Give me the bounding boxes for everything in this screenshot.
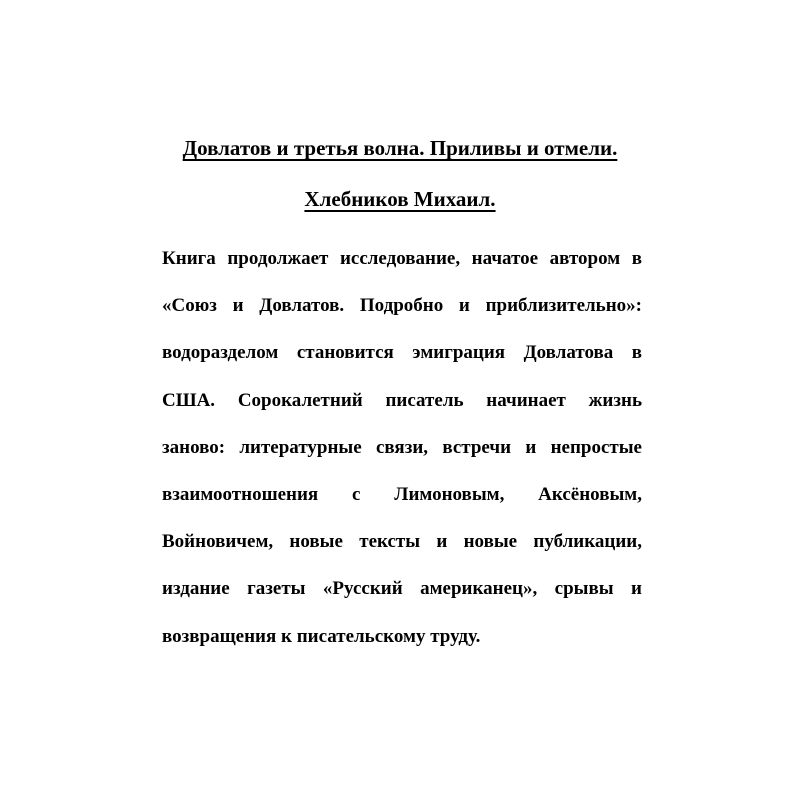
description-line: взаимоотношения с Лимоновым, Аксёновым, <box>162 483 642 505</box>
description-line: заново: литературные связи, встречи и непростые <box>162 436 642 458</box>
description-line: издание газеты «Русский американец», срывы и <box>162 578 642 600</box>
book-title <box>0 136 800 160</box>
description-line: водоразделом становится эмиграция Довлатова в <box>162 342 642 364</box>
description-line: «Союз и Довлатов. Подробно и приблизительно»: <box>162 295 642 317</box>
description-line: Войновичем, новые тексты и новые публикации, <box>162 531 642 553</box>
description-line: США. Сорокалетний писатель начинает жизнь <box>162 389 642 411</box>
book-author <box>0 187 800 211</box>
book-description <box>162 240 642 665</box>
description-line: Книга продолжает исследование, начатое автором в <box>162 248 642 269</box>
description-line: возвращения к писательскому труду. <box>162 625 481 647</box>
book-title-text: Довлатов и третья волна. Приливы и отмели. <box>182 136 618 160</box>
book-author-text: Хлебников Михаил. <box>304 187 496 211</box>
